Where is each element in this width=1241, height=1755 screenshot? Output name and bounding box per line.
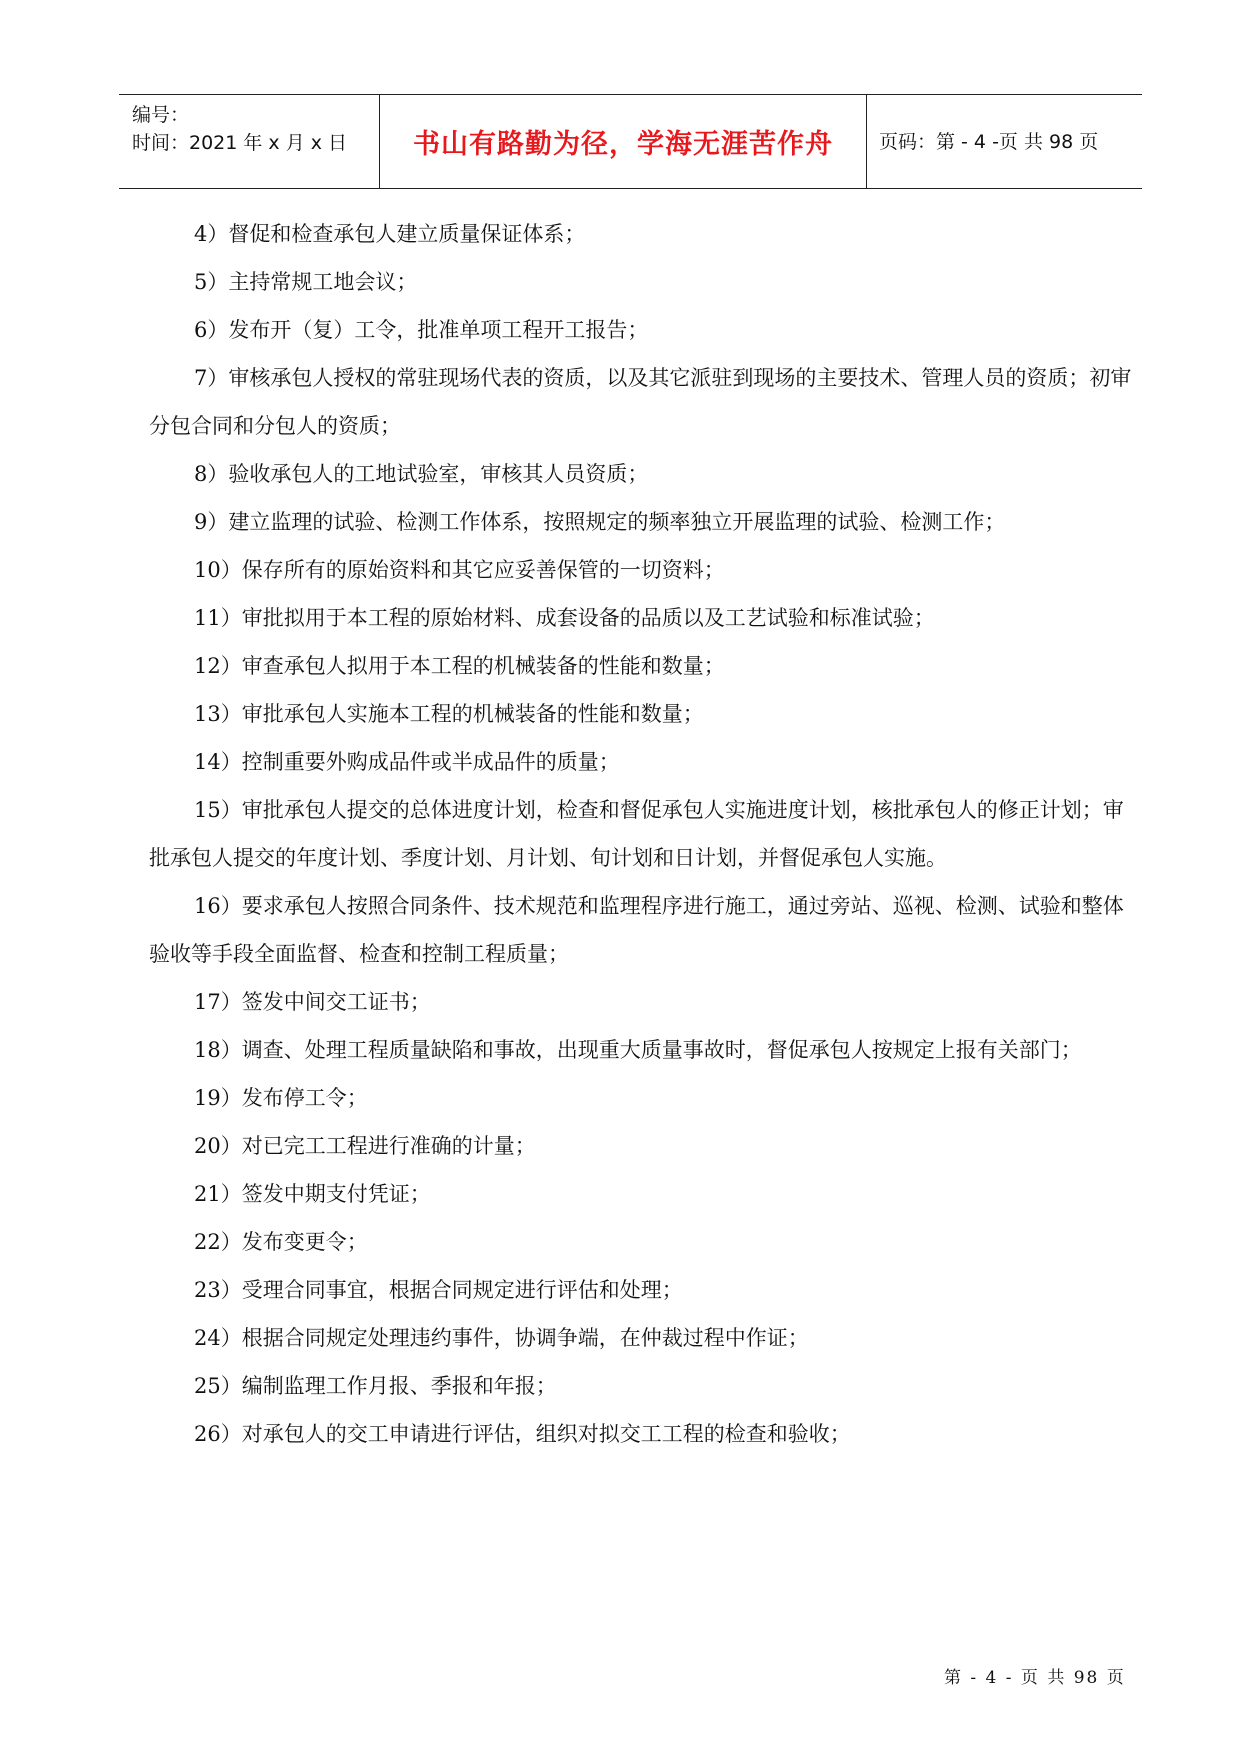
paragraph: 20）对已完工工程进行准确的计量； [194,1134,536,1158]
paragraph: 14）控制重要外购成品件或半成品件的质量； [194,750,620,774]
paragraph: 16）要求承包人按照合同条件、技术规范和监理程序进行施工，通过旁站、巡视、检测、试验和整体验收等手段全面监督、检查和控制工程质量； [149,894,1124,966]
paragraph: 22）发布变更令； [194,1230,368,1254]
paragraph: 4）督促和检查承包人建立质量保证体系； [194,222,586,246]
paragraph: 23）受理合同事宜，根据合同规定进行评估和处理； [194,1278,683,1302]
paragraph: 9）建立监理的试验、检测工作体系，按照规定的频率独立开展监理的试验、检测工作； [194,510,1006,534]
paragraph: 13）审批承包人实施本工程的机械装备的性能和数量； [194,702,704,726]
page-footer: 第 - 4 - 页 共 98 页 [944,1668,1126,1688]
paragraph: 19）发布停工令； [194,1086,368,1110]
paragraph: 26）对承包人的交工申请进行评估，组织对拟交工工程的检查和验收； [194,1422,851,1446]
paragraph: 6）发布开（复）工令，批准单项工程开工报告； [194,318,649,342]
paragraph: 5）主持常规工地会议； [194,270,418,294]
page-header [119,94,1142,189]
header-motto: 书山有路勤为径，学海无涯苦作舟 [413,129,833,160]
paragraph: 15）审批承包人提交的总体进度计划，检查和督促承包人实施进度计划，核批承包人的修正计划；审批承包人提交的年度计划、季度计划、月计划、旬计划和日计划，并督促承包人实施。 [149,798,1124,870]
header-page-number: 页码：第 - 4 -页 共 98 页 [879,131,1099,153]
paragraph: 12）审查承包人拟用于本工程的机械装备的性能和数量； [194,654,725,678]
paragraph: 11）审批拟用于本工程的原始材料、成套设备的品质以及工艺试验和标准试验； [194,606,935,630]
document-time-label: 时间：2021 年 x 月 x 日 [132,132,348,154]
paragraph: 25）编制监理工作月报、季报和年报； [194,1374,557,1398]
header-motto-cell [379,95,867,188]
paragraph: 17）签发中间交工证书； [194,990,431,1014]
paragraph: 21）签发中期支付凭证； [194,1182,431,1206]
document-number-label: 编号： [132,104,190,126]
paragraph: 24）根据合同规定处理违约事件，协调争端，在仲裁过程中作证； [194,1326,809,1350]
document-body [149,210,1139,1458]
header-meta [132,101,382,157]
paragraph: 8）验收承包人的工地试验室，审核其人员资质； [194,462,649,486]
paragraph: 10）保存所有的原始资料和其它应妥善保管的一切资料； [194,558,725,582]
paragraph: 18）调查、处理工程质量缺陷和事故，出现重大质量事故时，督促承包人按规定上报有关部门； [194,1038,1082,1062]
paragraph: 7）审核承包人授权的常驻现场代表的资质，以及其它派驻到现场的主要技术、管理人员的资质；初审分包合同和分包人的资质； [149,366,1132,438]
